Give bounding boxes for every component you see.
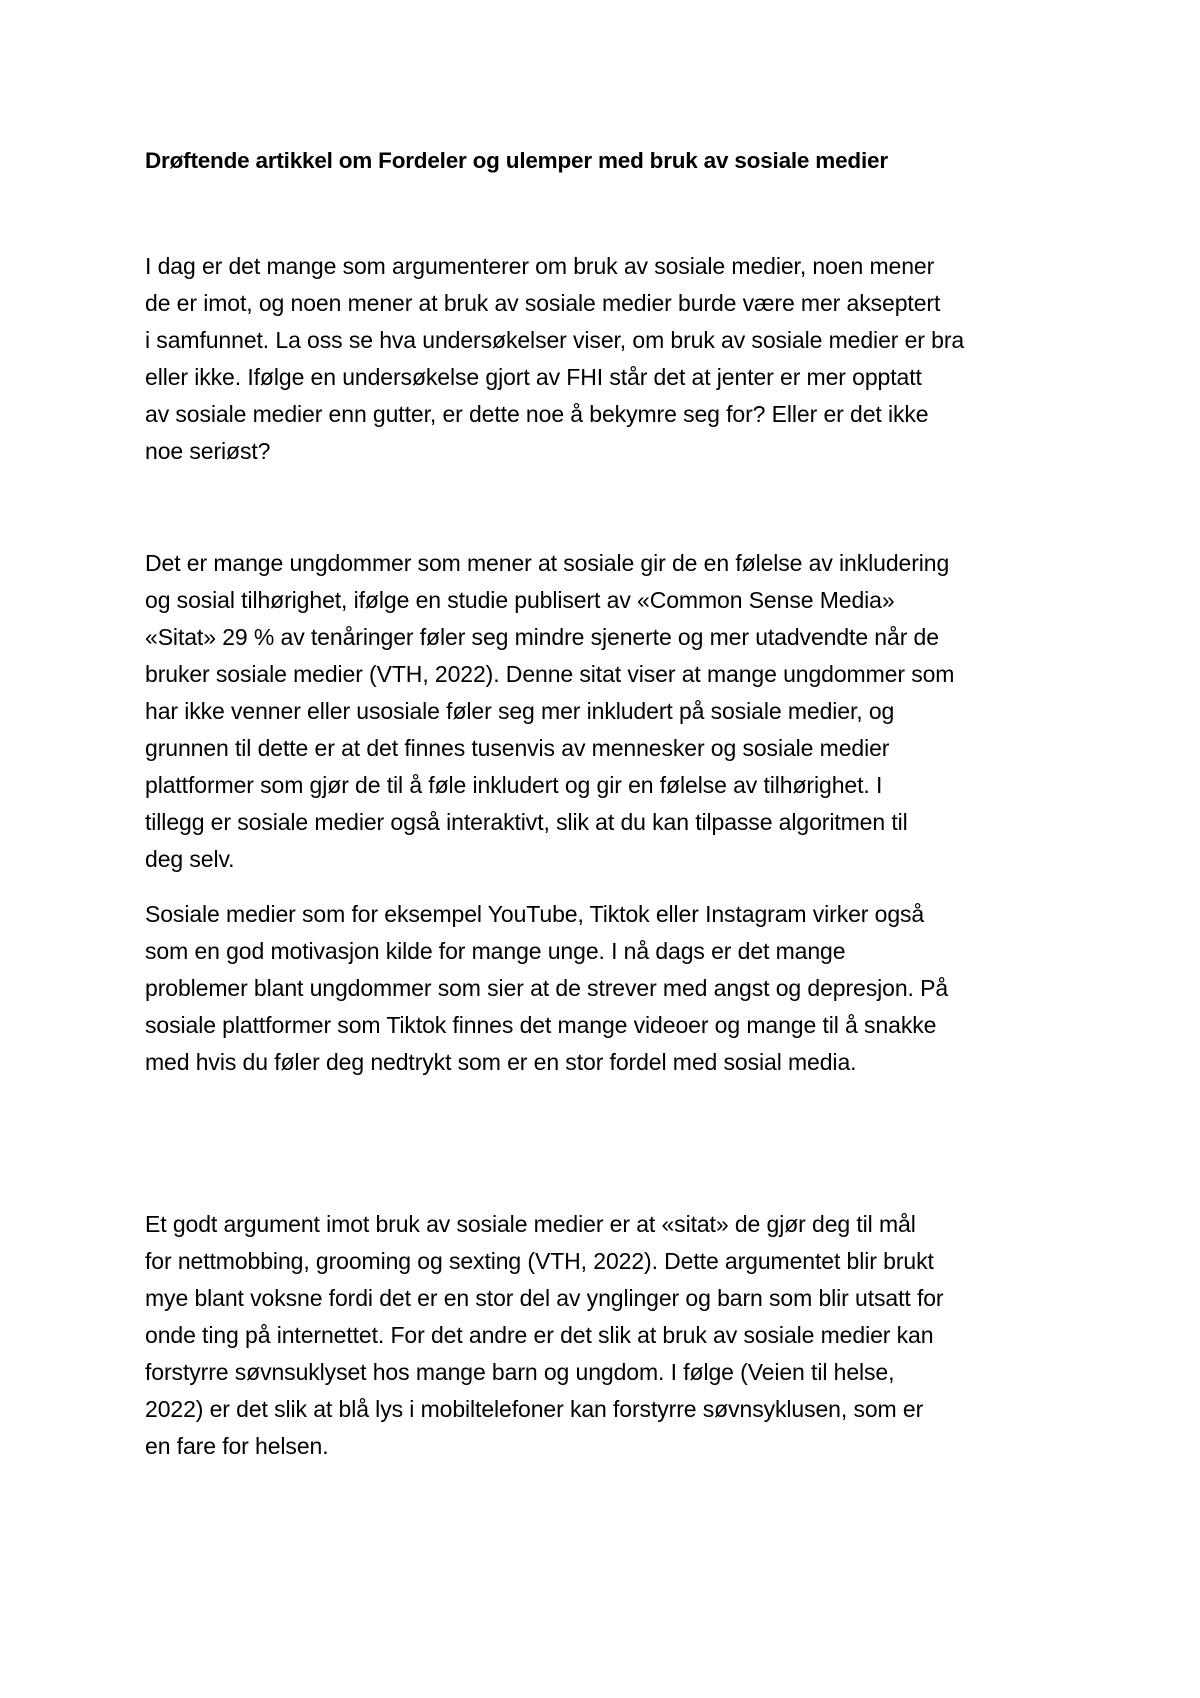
text-line: har ikke venner eller usosiale føler seg mer inkludert på sosiale medier, og [145,698,895,724]
text-line: de er imot, og noen mener at bruk av sosiale medier burde være mer akseptert [145,290,941,316]
text-line: tillegg er sosiale medier også interaktivt, slik at du kan tilpasse algoritmen til [145,809,908,835]
text-line: plattformer som gjør de til å føle inkludert og gir en følelse av tilhørighet. I [145,772,883,798]
text-line: Det er mange ungdommer som mener at sosiale gir de en følelse av inkludering [145,550,950,576]
text-line: og sosial tilhørighet, ifølge en studie publisert av «Common Sense Media» [145,587,895,613]
paragraph-motivation [145,896,1070,1081]
document-title: Drøftende artikkel om Fordeler og ulemper med bruk av sosiale medier [145,148,888,173]
text-line: i samfunnet. La oss se hva undersøkelser viser, om bruk av sosiale medier er bra [145,327,965,353]
text-line: bruker sosiale medier (VTH, 2022). Denne sitat viser at mange ungdommer som [145,661,955,687]
text-line: Sosiale medier som for eksempel YouTube, Tiktok eller Instagram virker også [145,901,925,927]
text-line: noe seriøst? [145,438,271,464]
text-line: I dag er det mange som argumenterer om bruk av sosiale medier, noen mener [145,253,935,279]
text-line: deg selv. [145,846,235,872]
text-line: grunnen til dette er at det finnes tusenvis av mennesker og sosiale medier [145,735,890,761]
text-line: «Sitat» 29 % av tenåringer føler seg mindre sjenerte og mer utadvendte når de [145,624,939,650]
paragraph-inclusion [145,545,1070,878]
text-line: av sosiale medier enn gutter, er dette noe å bekymre seg for? Eller er det ikke [145,401,929,427]
text-line: med hvis du føler deg nedtrykt som er en stor fordel med sosial media. [145,1049,857,1075]
paragraph-intro [145,248,1070,470]
text-line: 2022) er det slik at blå lys i mobiltelefoner kan forstyrre søvnsyklusen, som er [145,1396,924,1422]
text-line: eller ikke. Ifølge en undersøkelse gjort av FHI står det at jenter er mer opptatt [145,364,922,390]
text-line: mye blant voksne fordi det er en stor del av ynglinger og barn som blir utsatt for [145,1285,944,1311]
text-line: problemer blant ungdommer som sier at de strever med angst og depresjon. På [145,975,949,1001]
text-line: sosiale plattformer som Tiktok finnes det mange videoer og mange til å snakke [145,1012,937,1038]
paragraph-against [145,1206,1070,1465]
text-line: forstyrre søvnsuklyset hos mange barn og ungdom. I følge (Veien til helse, [145,1359,895,1385]
text-line: som en god motivasjon kilde for mange unge. I nå dags er det mange [145,938,846,964]
text-line: Et godt argument imot bruk av sosiale medier er at «sitat» de gjør deg til mål [145,1211,916,1237]
text-line: for nettmobbing, grooming og sexting (VTH, 2022). Dette argumentet blir brukt [145,1248,934,1274]
text-line: en fare for helsen. [145,1433,329,1459]
text-line: onde ting på internettet. For det andre er det slik at bruk av sosiale medier kan [145,1322,934,1348]
